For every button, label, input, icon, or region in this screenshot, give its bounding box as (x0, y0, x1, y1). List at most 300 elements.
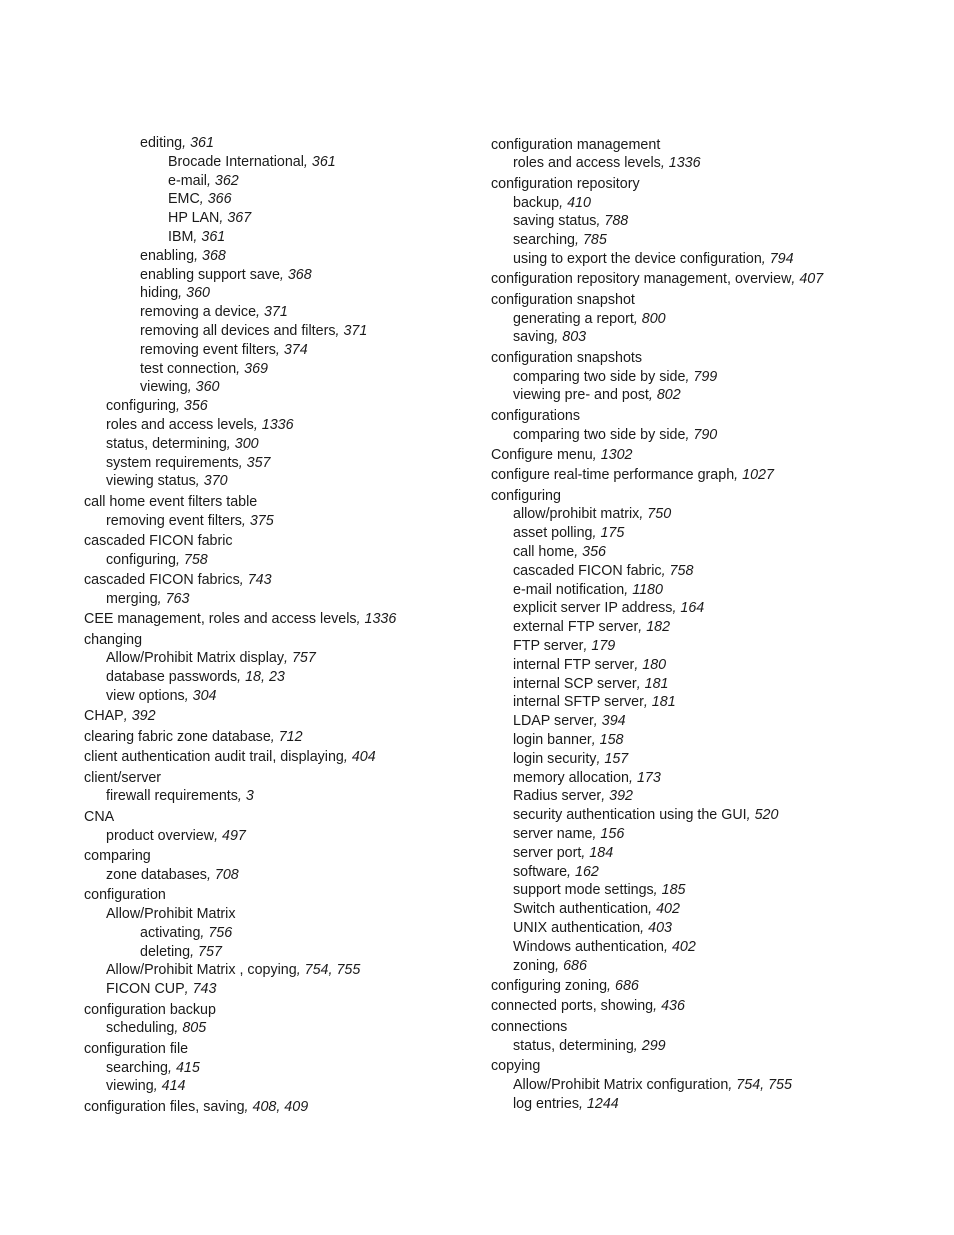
index-entry (84, 228, 479, 247)
index-term: configuration files, saving (84, 1098, 245, 1115)
index-entry (84, 472, 479, 491)
index-separator: , (184, 981, 193, 998)
index-term: roles and access levels (106, 416, 254, 433)
index-term: enabling (140, 247, 195, 264)
index-separator: , (653, 882, 662, 899)
index-entry (84, 886, 479, 905)
index-page-ref[interactable]: 367 (227, 210, 252, 227)
index-separator: , (653, 998, 662, 1015)
index-entry (491, 368, 931, 387)
index-entry (491, 250, 931, 269)
index-entry (491, 977, 931, 996)
index-separator: , (279, 266, 288, 283)
index-term: view options (106, 688, 185, 705)
index-term: server port (513, 844, 582, 861)
index-separator: , (596, 750, 605, 767)
index-entry (491, 543, 931, 562)
index-page-ref[interactable]: 402 (671, 938, 696, 955)
index-term: comparing two side by side (513, 426, 686, 443)
index-term: changing (84, 631, 143, 648)
index-entry (84, 707, 479, 726)
index-entry (84, 827, 479, 846)
index-separator: , (591, 732, 600, 749)
index-term: activating (140, 924, 201, 941)
index-page-ref[interactable]: 374 (283, 341, 308, 358)
index-page-ref[interactable]: 18, 23 (245, 669, 285, 686)
index-term: status, determining (513, 1037, 634, 1054)
index-page-ref[interactable]: 180 (642, 656, 667, 673)
index-page-ref[interactable]: 370 (203, 473, 228, 490)
index-page-ref[interactable]: 408, 409 (252, 1098, 309, 1115)
index-entry (84, 847, 479, 866)
index-separator: , (634, 656, 643, 673)
index-separator: , (633, 1037, 642, 1054)
index-term: call home event filters table (84, 493, 258, 510)
index-separator: , (592, 525, 601, 542)
index-entry (84, 341, 479, 360)
index-term: viewing (140, 379, 188, 396)
index-page-ref[interactable]: 392 (131, 708, 156, 725)
index-page-ref[interactable]: 361 (311, 153, 336, 170)
index-term: FTP server (513, 638, 584, 655)
index-entry (84, 454, 479, 473)
index-separator: , (253, 416, 262, 433)
index-separator: , (624, 581, 633, 598)
index-entry (491, 175, 931, 194)
index-entry (491, 328, 931, 347)
index-separator: , (200, 924, 209, 941)
index-page-ref[interactable]: 794 (769, 250, 794, 267)
index-term: Allow/Prohibit Matrix (106, 906, 236, 922)
index-entry (84, 905, 479, 924)
index-page-ref[interactable]: 750 (647, 506, 672, 523)
index-entry (491, 637, 931, 656)
index-entry (491, 1076, 931, 1095)
index-page-ref[interactable]: 179 (591, 638, 616, 655)
index-term: explicit server IP address (513, 600, 673, 617)
index-entry (84, 961, 479, 980)
index-page-ref[interactable]: 356 (582, 544, 607, 561)
index-separator: , (236, 360, 245, 377)
index-page-ref[interactable]: 368 (287, 266, 312, 283)
index-page-ref[interactable]: 1244 (586, 1095, 619, 1112)
index-page-ref[interactable]: 785 (582, 232, 607, 249)
index-separator: , (239, 572, 248, 589)
index-separator: , (187, 379, 196, 396)
index-separator: , (574, 544, 583, 561)
index-term: zoning (513, 957, 556, 974)
index-page-ref[interactable]: 394 (601, 713, 626, 730)
index-separator: , (206, 172, 215, 189)
index-page-ref[interactable]: 366 (207, 191, 232, 208)
index-term: allow/prohibit matrix (513, 506, 640, 523)
index-page-ref[interactable]: 1336 (364, 611, 397, 628)
index-page-ref[interactable]: 1027 (742, 467, 774, 484)
index-separator: , (648, 901, 657, 918)
index-term: internal SCP server (513, 675, 637, 692)
index-page-ref[interactable]: 757 (291, 650, 316, 667)
index-separator: , (607, 978, 615, 994)
index-page-ref[interactable]: 758 (183, 551, 208, 568)
index-page-ref[interactable]: 1336 (261, 416, 294, 433)
index-entry (84, 787, 479, 806)
index-term: client authentication audit trail, displaying (84, 749, 344, 766)
index-term: server name (513, 826, 593, 843)
index-separator: , (578, 1095, 587, 1112)
index-entry (491, 581, 931, 600)
index-entry (491, 900, 931, 919)
index-term: IBM (168, 228, 194, 245)
index-term: configuration snapshots (491, 349, 643, 366)
index-entry (84, 360, 479, 379)
index-separator: , (554, 329, 563, 346)
index-term: configuration (84, 887, 166, 904)
index-entry (84, 649, 479, 668)
index-page-ref[interactable]: 304 (192, 688, 217, 705)
index-entry (491, 231, 931, 250)
index-page-ref[interactable]: 403 (648, 920, 672, 937)
index-entry (84, 1019, 479, 1038)
index-term: test connection (140, 360, 237, 377)
index-entry (84, 590, 479, 609)
index-term: searching (513, 232, 575, 249)
index-page-ref[interactable]: 300 (234, 435, 259, 452)
index-term: Windows authentication (513, 938, 664, 955)
index-entry (491, 291, 931, 310)
index-entry (84, 532, 479, 551)
index-entry (84, 493, 479, 512)
index-separator: , (640, 920, 649, 937)
index-term: configuration repository management, overview (491, 271, 792, 288)
index-entry (84, 866, 479, 885)
index-entry (84, 416, 479, 435)
index-term: asset polling (513, 525, 593, 542)
index-term: zone databases (106, 866, 207, 883)
index-page-ref[interactable]: 436 (661, 998, 685, 1015)
index-term: configuration file (84, 1040, 189, 1057)
index-separator: , (746, 807, 755, 824)
index-separator: , (648, 387, 657, 404)
index-page-ref[interactable]: 156 (600, 826, 625, 843)
index-term: viewing pre- and post (513, 387, 649, 404)
index-separator: , (123, 708, 132, 725)
index-term: CEE management, roles and access levels (84, 611, 357, 628)
index-term: copying (491, 1057, 541, 1074)
index-term: comparing (84, 848, 151, 865)
index-page-ref[interactable]: 162 (575, 863, 599, 880)
index-entry (491, 750, 931, 769)
index-term: removing a device (140, 304, 257, 321)
index-separator: , (206, 866, 215, 883)
index-entry (491, 863, 931, 882)
index-page-ref[interactable]: 756 (208, 924, 233, 941)
index-page-ref[interactable]: 1336 (668, 155, 701, 172)
index-separator: , (178, 285, 187, 302)
index-separator: , (356, 611, 365, 628)
index-term: product overview (106, 827, 215, 844)
index-page-ref[interactable]: 360 (186, 285, 210, 302)
index-page-ref[interactable]: 3 (245, 788, 254, 805)
index-term: configurations (491, 407, 581, 424)
index-page-ref[interactable]: 375 (249, 512, 274, 529)
index-entry (491, 881, 931, 900)
index-entry (491, 769, 931, 788)
index-term: generating a report (513, 310, 634, 327)
index-entry (491, 712, 931, 731)
index-page-ref[interactable]: 788 (604, 213, 629, 230)
index-page-ref[interactable]: 404 (351, 749, 376, 766)
index-entry (491, 1018, 931, 1037)
index-entry (491, 136, 931, 155)
index-page-ref[interactable]: 708 (214, 866, 239, 883)
index-page-ref[interactable]: 743 (192, 981, 217, 998)
index-page-ref[interactable]: 402 (656, 901, 680, 918)
index-separator: , (219, 210, 228, 227)
index-page-ref[interactable]: 802 (656, 387, 681, 404)
index-page-ref[interactable]: 790 (693, 426, 718, 443)
index-separator: , (184, 688, 193, 705)
index-entry (84, 551, 479, 570)
index-entry (491, 618, 931, 637)
index-separator: , (194, 247, 203, 264)
index-term: configuring (106, 551, 176, 568)
index-entry (491, 194, 931, 213)
index-entry (491, 656, 931, 675)
index-entry (491, 310, 931, 329)
index-entry (491, 844, 931, 863)
index-term: internal FTP server (513, 656, 635, 673)
index-separator: , (238, 454, 247, 471)
index-page-ref[interactable]: 392 (609, 788, 634, 805)
index-term: call home (513, 544, 575, 561)
index-entry (491, 997, 931, 1016)
index-term: enabling support save (140, 266, 280, 283)
index-term: e-mail notification (513, 581, 625, 598)
index-term: configuring zoning (491, 978, 608, 994)
index-entry (84, 247, 479, 266)
index-term: configuration management (491, 136, 661, 153)
index-separator: , (672, 600, 681, 617)
index-page-ref[interactable]: 185 (661, 882, 686, 899)
index-separator: , (567, 863, 575, 880)
index-term: client/server (84, 769, 162, 786)
index-term: Radius server (513, 788, 602, 805)
index-page-ref[interactable]: 757 (198, 943, 222, 960)
index-term: log entries (513, 1095, 579, 1112)
index-separator: , (761, 250, 770, 267)
index-separator: , (153, 1078, 162, 1095)
index-term: hiding (140, 285, 179, 302)
index-page-ref[interactable]: 497 (222, 827, 246, 844)
index-page-ref[interactable]: 182 (646, 619, 671, 636)
index-page-ref[interactable]: 361 (190, 135, 214, 151)
index-term: security authentication using the GUI (513, 807, 747, 824)
index-page-ref[interactable]: 1180 (632, 581, 663, 598)
index-page-ref[interactable]: 164 (680, 600, 705, 617)
index-separator: , (575, 232, 583, 249)
index-entry (491, 386, 931, 405)
index-term: configuring (106, 398, 176, 415)
index-page-ref[interactable]: 175 (600, 525, 625, 542)
index-entry (84, 1001, 479, 1020)
index-entry (84, 190, 479, 209)
index-separator: , (664, 938, 672, 955)
index-term: configuration repository (491, 175, 640, 192)
index-page-ref[interactable]: 181 (644, 675, 669, 692)
index-term: status, determining (106, 435, 227, 452)
index-separator: , (601, 788, 610, 805)
index-page-ref[interactable]: 361 (201, 228, 226, 245)
index-page-ref[interactable]: 754, 755 (736, 1076, 792, 1093)
index-separator: , (168, 1059, 176, 1076)
index-term: searching (106, 1059, 168, 1076)
index-page-ref[interactable]: 181 (651, 694, 676, 711)
index-entry (84, 769, 479, 788)
index-term: cascaded FICON fabric (513, 562, 662, 579)
index-separator: , (270, 728, 279, 745)
index-page-ref[interactable]: 414 (161, 1078, 186, 1095)
index-entry (491, 349, 931, 368)
index-entry (84, 172, 479, 191)
index-entry (491, 270, 931, 289)
index-page-ref[interactable]: 362 (214, 172, 239, 189)
index-separator: , (190, 943, 199, 960)
index-page-ref[interactable]: 800 (641, 310, 666, 327)
index-term: software (513, 863, 568, 880)
index-separator: , (175, 551, 184, 568)
index-entry (84, 924, 479, 943)
index-term: saving status (513, 213, 597, 230)
index-term: merging (106, 590, 158, 607)
index-separator: , (214, 827, 223, 844)
index-separator: , (244, 1098, 253, 1115)
index-page-ref[interactable]: 368 (202, 247, 226, 264)
index-entry (491, 1057, 931, 1076)
index-entry (84, 1059, 479, 1078)
index-separator: , (237, 669, 246, 686)
index-entry (84, 668, 479, 687)
index-page-ref[interactable]: 686 (615, 978, 639, 994)
index-page-ref[interactable]: 407 (799, 271, 824, 288)
index-separator: , (335, 322, 344, 339)
index-column-right (491, 134, 931, 1113)
index-entry (84, 808, 479, 827)
index-entry (84, 209, 479, 228)
index-page-ref[interactable]: 357 (246, 454, 271, 471)
index-page-ref[interactable]: 371 (263, 304, 288, 321)
index-separator: , (175, 398, 184, 415)
index-separator: , (303, 153, 312, 170)
index-page-ref[interactable]: 686 (563, 957, 587, 974)
index-separator: , (559, 194, 568, 211)
index-term: connected ports, showing (491, 998, 654, 1015)
index-entry (491, 505, 931, 524)
index-page-ref[interactable]: 1302 (600, 446, 633, 463)
index-term: backup (513, 194, 560, 211)
index-separator: , (592, 446, 601, 463)
index-term: viewing status (106, 473, 196, 490)
index-separator: , (296, 962, 305, 979)
index-separator: , (596, 213, 605, 230)
index-page-ref[interactable]: 799 (693, 368, 718, 385)
index-entry (84, 980, 479, 999)
index-page-ref[interactable]: 763 (165, 590, 190, 607)
index-page-ref[interactable]: 520 (754, 807, 779, 824)
index-page-ref[interactable]: 369 (244, 360, 268, 377)
index-separator: , (237, 788, 246, 805)
index-page-ref[interactable]: 371 (343, 322, 368, 339)
index-page-ref[interactable]: 803 (562, 329, 587, 346)
index-term: cascaded FICON fabric (84, 532, 233, 549)
index-page-ref[interactable]: 184 (589, 844, 614, 861)
index-entry (491, 957, 931, 976)
index-page-ref[interactable]: 299 (641, 1037, 666, 1054)
index-entry (84, 571, 479, 590)
index-entry (84, 134, 479, 153)
index-page-ref[interactable]: 158 (599, 732, 624, 749)
index-entry (491, 787, 931, 806)
index-entry (84, 512, 479, 531)
index-page-ref[interactable]: 356 (183, 398, 208, 415)
index-term: Allow/Prohibit Matrix display (106, 650, 284, 667)
index-page-ref[interactable]: 360 (195, 379, 220, 396)
index-page-ref[interactable]: 415 (175, 1059, 200, 1076)
index-term: roles and access levels (513, 155, 661, 172)
index-entry (491, 1095, 931, 1114)
index-separator: , (193, 228, 202, 245)
index-entry (491, 599, 931, 618)
index-term: support mode settings (513, 882, 654, 899)
index-entry (84, 435, 479, 454)
index-term: Switch authentication (513, 901, 649, 918)
index-term: using to export the device configuration (513, 250, 762, 267)
index-separator: , (283, 650, 292, 667)
index-separator: , (555, 957, 564, 974)
index-page-ref[interactable]: 712 (278, 728, 303, 745)
index-separator: , (593, 713, 602, 730)
index-page-ref[interactable]: 743 (247, 572, 272, 589)
index-entry (84, 397, 479, 416)
index-page-ref[interactable]: 173 (636, 769, 661, 786)
index-page-ref[interactable]: 805 (182, 1020, 207, 1037)
index-term: viewing (106, 1078, 154, 1095)
index-term: external FTP server (513, 619, 639, 636)
index-entry (491, 675, 931, 694)
index-entry (84, 1040, 479, 1059)
index-separator: , (592, 826, 601, 843)
index-entry (84, 631, 479, 650)
index-page-ref[interactable]: 754, 755 (304, 962, 361, 979)
index-page-ref[interactable]: 157 (604, 750, 629, 767)
index-term: database passwords (106, 669, 238, 686)
index-separator: , (275, 341, 284, 358)
index-separator: , (660, 155, 669, 172)
index-entry (84, 748, 479, 767)
index-term: scheduling (106, 1020, 175, 1037)
index-term: configuration snapshot (491, 291, 635, 308)
index-page-ref[interactable]: 758 (669, 562, 694, 579)
index-term: comparing two side by side (513, 368, 686, 385)
index-term: FICON CUP (106, 981, 185, 998)
index-page-ref[interactable]: 410 (567, 194, 591, 211)
index-entry (491, 426, 931, 445)
index-entry (84, 1098, 479, 1117)
index-term: connections (491, 1018, 568, 1035)
index-separator: , (256, 304, 264, 321)
index-term: Allow/Prohibit Matrix , copying (106, 962, 297, 979)
index-term: configuration backup (84, 1001, 216, 1018)
index-term: internal SFTP server (513, 694, 644, 711)
